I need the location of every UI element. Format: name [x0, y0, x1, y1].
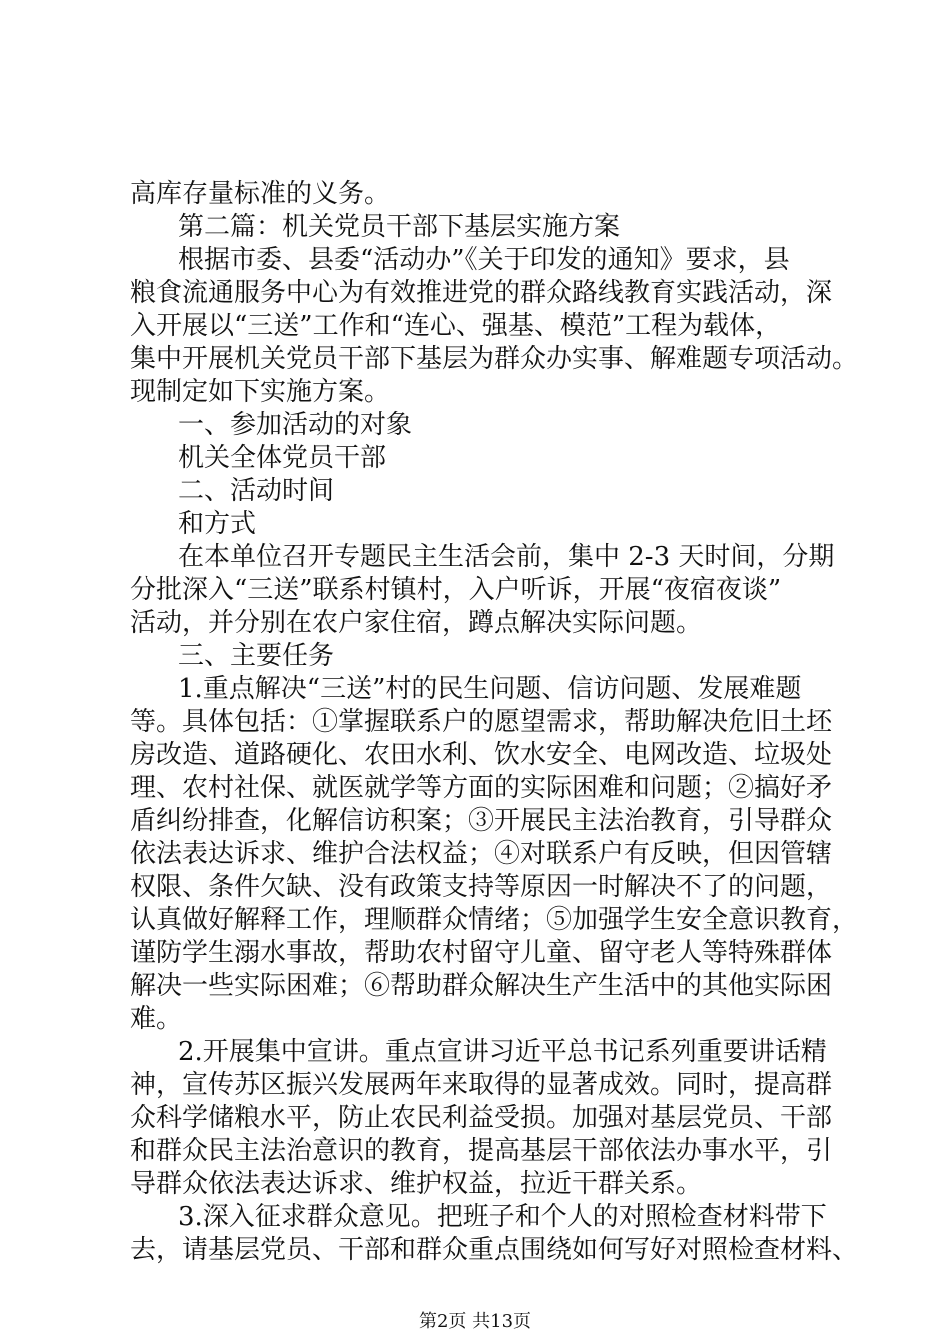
- body-text-line: 导群众依法表达诉求、维护权益，拉近干群关系。: [130, 1169, 703, 1199]
- body-text-line: 房改造、道路硬化、农田水利、饮水安全、电网改造、垃圾处: [130, 740, 833, 770]
- subsection-heading: 二、活动时间: [178, 476, 335, 506]
- body-text-line: 在本单位召开专题民主生活会前，集中 2-3 天时间，分期: [178, 542, 835, 572]
- body-text-line: 3.深入征求群众意见。把班子和个人的对照检查材料带下: [178, 1202, 827, 1232]
- body-text-line: 解决一些实际困难；⑥帮助群众解决生产生活中的其他实际困: [130, 971, 833, 1001]
- body-text-line: 权限、条件欠缺、没有政策支持等原因一时解决不了的问题，: [130, 872, 833, 902]
- body-text-line: 神，宣传苏区振兴发展两年来取得的显著成效。同时，提高群: [130, 1070, 833, 1100]
- body-text-line: 1.重点解决“三送”村的民生问题、信访问题、发展难题: [178, 674, 802, 704]
- body-text-line: 等。具体包括：①掌握联系户的愿望需求，帮助解决危旧土坯: [130, 707, 833, 737]
- body-text-line: 粮食流通服务中心为有效推进党的群众路线教育实践活动，深: [130, 278, 833, 308]
- body-text-line: 盾纠纷排查，化解信访积案；③开展民主法治教育，引导群众: [130, 806, 833, 836]
- body-text-line: 分批深入“三送”联系村镇村，入户听诉，开展“夜宿夜谈”: [130, 575, 782, 605]
- section-heading: 第二篇：机关党员干部下基层实施方案: [178, 212, 621, 242]
- body-text-line: 入开展以“三送”工作和“连心、强基、模范”工程为载体，: [130, 311, 782, 341]
- body-text-line: 现制定如下实施方案。: [130, 377, 391, 407]
- body-text-line: 认真做好解释工作，理顺群众情绪；⑤加强学生安全意识教育，: [130, 905, 859, 935]
- body-text-line: 活动，并分别在农户家住宿，蹲点解决实际问题。: [130, 608, 703, 638]
- body-text-line: 机关全体党员干部: [178, 443, 387, 473]
- body-text-line: 依法表达诉求、维护合法权益；④对联系户有反映，但因管辖: [130, 839, 833, 869]
- body-text-line: 众科学储粮水平，防止农民利益受损。加强对基层党员、干部: [130, 1103, 833, 1133]
- body-text-line: 根据市委、县委“活动办”《关于印发的通知》要求，县: [178, 245, 790, 275]
- subsection-heading: 和方式: [178, 509, 257, 539]
- body-text-line: 理、农村社保、就医就学等方面的实际困难和问题；②搞好矛: [130, 773, 833, 803]
- body-text-line: 谨防学生溺水事故，帮助农村留守儿童、留守老人等特殊群体: [130, 938, 833, 968]
- body-text-line: 集中开展机关党员干部下基层为群众办实事、解难题专项活动。: [130, 344, 859, 374]
- page-number-footer: 第2页 共13页: [418, 1311, 532, 1332]
- body-text-line: 和群众民主法治意识的教育，提高基层干部依法办事水平，引: [130, 1136, 833, 1166]
- body-text-line: 2.开展集中宣讲。重点宣讲习近平总书记系列重要讲话精: [178, 1037, 827, 1067]
- body-text-line: 难。: [130, 1004, 183, 1034]
- body-text-line: 高库存量标准的义务。: [130, 179, 391, 209]
- body-text-line: 去，请基层党员、干部和群众重点围绕如何写好对照检查材料、: [130, 1235, 859, 1265]
- subsection-heading: 一、参加活动的对象: [178, 410, 413, 440]
- subsection-heading: 三、主要任务: [178, 641, 335, 671]
